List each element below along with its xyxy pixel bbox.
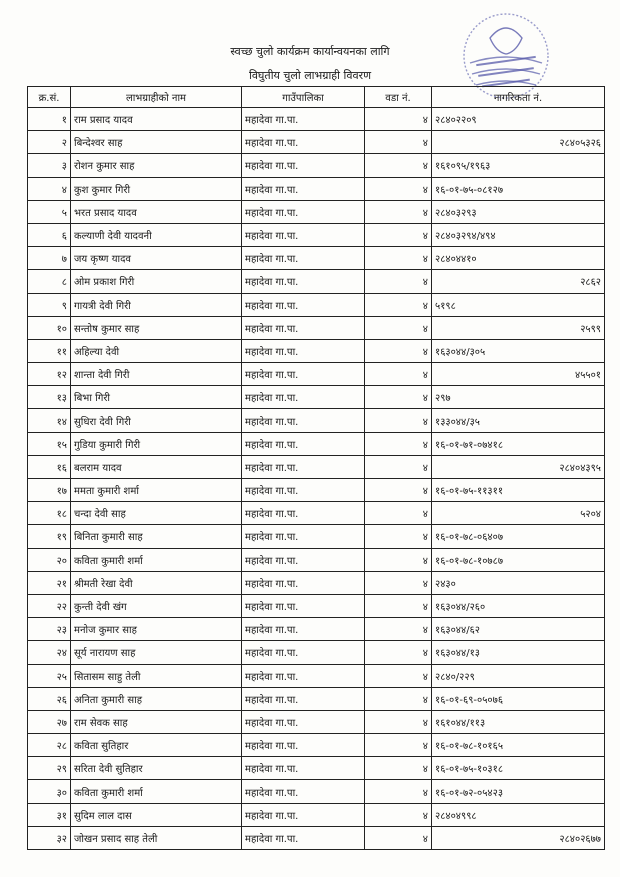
- table-header-row: [28, 87, 605, 108]
- cell-name: बिनिता कुमारी साह: [71, 525, 242, 548]
- cell-sn: ६: [28, 223, 71, 246]
- cell-citizenship: २४३०: [432, 571, 605, 594]
- cell-sn: २९: [28, 757, 71, 780]
- cell-ward: ४: [365, 780, 432, 803]
- cell-sn: २: [28, 131, 71, 154]
- cell-citizenship: १६-०१-७८-१०७८७: [432, 548, 605, 571]
- cell-gaupalika: महादेवा गा.पा.: [242, 339, 365, 362]
- cell-citizenship: २८६२: [432, 270, 605, 293]
- cell-ward: ४: [365, 826, 432, 849]
- cell-ward: ४: [365, 803, 432, 826]
- table-row: [28, 502, 605, 525]
- cell-gaupalika: महादेवा गा.पा.: [242, 803, 365, 826]
- cell-sn: ९: [28, 293, 71, 316]
- cell-name: मनोज कुमार साह: [71, 618, 242, 641]
- cell-gaupalika: महादेवा गा.पा.: [242, 131, 365, 154]
- cell-citizenship: २८४०४९९८: [432, 803, 605, 826]
- table-row: [28, 548, 605, 571]
- cell-citizenship: २५९९: [432, 316, 605, 339]
- cell-gaupalika: महादेवा गा.पा.: [242, 780, 365, 803]
- cell-citizenship: २८४०/२२९: [432, 664, 605, 687]
- cell-sn: १६: [28, 455, 71, 478]
- cell-name: सुधिरा देवी गिरी: [71, 409, 242, 432]
- table-row: [28, 177, 605, 200]
- cell-sn: ३२: [28, 826, 71, 849]
- table-row: [28, 594, 605, 617]
- cell-gaupalika: महादेवा गा.पा.: [242, 618, 365, 641]
- table-row: [28, 826, 605, 849]
- cell-name: बलराम यादव: [71, 455, 242, 478]
- cell-gaupalika: महादेवा गा.पा.: [242, 200, 365, 223]
- column-header-citizenship: नागरिकता नं.: [432, 87, 605, 108]
- cell-ward: ४: [365, 270, 432, 293]
- cell-ward: ४: [365, 108, 432, 131]
- cell-ward: ४: [365, 293, 432, 316]
- table-row: [28, 664, 605, 687]
- cell-gaupalika: महादेवा गा.पा.: [242, 502, 365, 525]
- table-row: [28, 571, 605, 594]
- cell-citizenship: २८४०५३२६: [432, 131, 605, 154]
- cell-citizenship: १६१०४४/११३: [432, 710, 605, 733]
- cell-ward: ४: [365, 316, 432, 339]
- cell-name: रोशन कुमार साह: [71, 154, 242, 177]
- column-header-ward: वडा नं.: [365, 87, 432, 108]
- cell-citizenship: १६-०१-७२-०५४२३: [432, 780, 605, 803]
- cell-citizenship: २९७: [432, 386, 605, 409]
- cell-citizenship: १६-०१-७५-०८१२७: [432, 177, 605, 200]
- cell-ward: ४: [365, 131, 432, 154]
- cell-citizenship: १६१०९५/१९६३: [432, 154, 605, 177]
- cell-ward: ४: [365, 479, 432, 502]
- cell-ward: ४: [365, 363, 432, 386]
- cell-sn: २५: [28, 664, 71, 687]
- cell-gaupalika: महादेवा गा.पा.: [242, 757, 365, 780]
- cell-sn: २८: [28, 734, 71, 757]
- cell-gaupalika: महादेवा गा.पा.: [242, 455, 365, 478]
- table-body: [28, 108, 605, 850]
- cell-name: ममता कुमारी शर्मा: [71, 479, 242, 502]
- cell-sn: ५: [28, 200, 71, 223]
- table-row: [28, 247, 605, 270]
- cell-name: गुडिया कुमारी गिरी: [71, 432, 242, 455]
- cell-sn: २७: [28, 710, 71, 733]
- cell-citizenship: १६३०४४/१३: [432, 641, 605, 664]
- column-header-name: लाभग्राहीको नाम: [71, 87, 242, 108]
- cell-sn: २४: [28, 641, 71, 664]
- cell-gaupalika: महादेवा गा.पा.: [242, 293, 365, 316]
- cell-ward: ४: [365, 664, 432, 687]
- cell-name: अहिल्या देवी: [71, 339, 242, 362]
- table-row: [28, 734, 605, 757]
- cell-name: कविता सुतिहार: [71, 734, 242, 757]
- table-row: [28, 479, 605, 502]
- table-row: [28, 687, 605, 710]
- cell-gaupalika: महादेवा गा.पा.: [242, 223, 365, 246]
- cell-ward: ४: [365, 687, 432, 710]
- cell-sn: ३०: [28, 780, 71, 803]
- table-row: [28, 710, 605, 733]
- table-row: [28, 618, 605, 641]
- cell-citizenship: १६-०१-७५-११३११: [432, 479, 605, 502]
- cell-gaupalika: महादेवा गा.पा.: [242, 525, 365, 548]
- cell-gaupalika: महादेवा गा.पा.: [242, 710, 365, 733]
- cell-citizenship: १३३०४४/३५: [432, 409, 605, 432]
- cell-sn: २२: [28, 594, 71, 617]
- cell-sn: १८: [28, 502, 71, 525]
- cell-gaupalika: महादेवा गा.पा.: [242, 687, 365, 710]
- cell-citizenship: २८४०३२९४/४९४: [432, 223, 605, 246]
- cell-citizenship: १६३०४४/६२: [432, 618, 605, 641]
- table-row: [28, 641, 605, 664]
- cell-citizenship: २८४०२२०९: [432, 108, 605, 131]
- cell-ward: ४: [365, 409, 432, 432]
- cell-name: सितासम साहु तेली: [71, 664, 242, 687]
- cell-ward: ४: [365, 757, 432, 780]
- cell-sn: १९: [28, 525, 71, 548]
- table-row: [28, 270, 605, 293]
- cell-sn: ८: [28, 270, 71, 293]
- table-row: [28, 757, 605, 780]
- table-row: [28, 339, 605, 362]
- table-row: [28, 432, 605, 455]
- cell-gaupalika: महादेवा गा.पा.: [242, 409, 365, 432]
- cell-name: चन्दा देवी साह: [71, 502, 242, 525]
- cell-sn: ११: [28, 339, 71, 362]
- cell-sn: १४: [28, 409, 71, 432]
- cell-ward: ४: [365, 641, 432, 664]
- cell-ward: ४: [365, 432, 432, 455]
- cell-sn: २६: [28, 687, 71, 710]
- table-row: [28, 409, 605, 432]
- cell-citizenship: ४५५०१: [432, 363, 605, 386]
- cell-ward: ४: [365, 386, 432, 409]
- cell-ward: ४: [365, 177, 432, 200]
- table-row: [28, 780, 605, 803]
- cell-citizenship: १६-०१-७८-०६४०७: [432, 525, 605, 548]
- cell-citizenship: १६३०४४/२६०: [432, 594, 605, 617]
- table-row: [28, 223, 605, 246]
- cell-gaupalika: महादेवा गा.पा.: [242, 432, 365, 455]
- cell-name: कविता कुमारी शर्मा: [71, 780, 242, 803]
- cell-sn: ३१: [28, 803, 71, 826]
- cell-gaupalika: महादेवा गा.पा.: [242, 664, 365, 687]
- cell-sn: १: [28, 108, 71, 131]
- cell-ward: ४: [365, 548, 432, 571]
- cell-citizenship: २८४०४४१०: [432, 247, 605, 270]
- cell-name: अनिता कुमारी साह: [71, 687, 242, 710]
- table-row: [28, 316, 605, 339]
- cell-ward: ४: [365, 571, 432, 594]
- cell-name: ओम प्रकाश गिरी: [71, 270, 242, 293]
- cell-ward: ४: [365, 339, 432, 362]
- cell-gaupalika: महादेवा गा.पा.: [242, 363, 365, 386]
- document-title: स्वच्छ चुलो कार्यक्रम कार्यान्वयनका लागि: [230, 45, 390, 58]
- cell-gaupalika: महादेवा गा.पा.: [242, 247, 365, 270]
- cell-name: कल्याणी देवी यादवनी: [71, 223, 242, 246]
- cell-gaupalika: महादेवा गा.पा.: [242, 479, 365, 502]
- table-row: [28, 386, 605, 409]
- table-row: [28, 200, 605, 223]
- cell-sn: १३: [28, 386, 71, 409]
- cell-sn: १२: [28, 363, 71, 386]
- table-row: [28, 803, 605, 826]
- cell-gaupalika: महादेवा गा.पा.: [242, 826, 365, 849]
- column-header-gaupalika: गाउँपालिका: [242, 87, 365, 108]
- beneficiary-table: [27, 86, 605, 850]
- cell-gaupalika: महादेवा गा.पा.: [242, 386, 365, 409]
- table-row: [28, 108, 605, 131]
- cell-name: श्रीमती रेखा देवी: [71, 571, 242, 594]
- cell-name: राम प्रसाद यादव: [71, 108, 242, 131]
- cell-citizenship: २८४०३२९३: [432, 200, 605, 223]
- cell-citizenship: १६-०१-६९-०५०७६: [432, 687, 605, 710]
- cell-sn: ३: [28, 154, 71, 177]
- cell-name: जोखन प्रसाद साह तेली: [71, 826, 242, 849]
- cell-gaupalika: महादेवा गा.पा.: [242, 641, 365, 664]
- cell-name: जय कृष्ण यादव: [71, 247, 242, 270]
- table-row: [28, 293, 605, 316]
- cell-name: राम सेवक साह: [71, 710, 242, 733]
- cell-ward: ४: [365, 594, 432, 617]
- cell-name: बिन्देश्वर साह: [71, 131, 242, 154]
- cell-ward: ४: [365, 618, 432, 641]
- table-row: [28, 131, 605, 154]
- table-row: [28, 455, 605, 478]
- cell-citizenship: २८४०२६७७: [432, 826, 605, 849]
- cell-ward: ४: [365, 200, 432, 223]
- cell-citizenship: १६३०४४/३०५: [432, 339, 605, 362]
- cell-name: सूर्य नारायण साह: [71, 641, 242, 664]
- cell-citizenship: ५२०४: [432, 502, 605, 525]
- cell-ward: ४: [365, 525, 432, 548]
- cell-ward: ४: [365, 734, 432, 757]
- cell-name: कविता कुमारी शर्मा: [71, 548, 242, 571]
- cell-name: सन्तोष कुमार साह: [71, 316, 242, 339]
- cell-ward: ४: [365, 154, 432, 177]
- cell-sn: २१: [28, 571, 71, 594]
- cell-name: गायत्री देवी गिरी: [71, 293, 242, 316]
- cell-name: सरिता देवी सुतिहार: [71, 757, 242, 780]
- cell-gaupalika: महादेवा गा.पा.: [242, 108, 365, 131]
- cell-sn: ४: [28, 177, 71, 200]
- cell-citizenship: १६-०१-७५-१०३१८: [432, 757, 605, 780]
- cell-sn: १५: [28, 432, 71, 455]
- cell-name: भरत प्रसाद यादव: [71, 200, 242, 223]
- cell-gaupalika: महादेवा गा.पा.: [242, 734, 365, 757]
- cell-gaupalika: महादेवा गा.पा.: [242, 177, 365, 200]
- cell-citizenship: २८४०४३९५: [432, 455, 605, 478]
- cell-ward: ४: [365, 710, 432, 733]
- cell-name: कुश कुमार गिरी: [71, 177, 242, 200]
- table-row: [28, 363, 605, 386]
- column-header-sn: क्र.सं.: [28, 87, 71, 108]
- document-subtitle: विघुतीय चुलो लाभग्राही विवरण: [248, 69, 372, 82]
- table-row: [28, 154, 605, 177]
- cell-ward: ४: [365, 502, 432, 525]
- cell-gaupalika: महादेवा गा.पा.: [242, 594, 365, 617]
- cell-sn: २३: [28, 618, 71, 641]
- cell-ward: ४: [365, 247, 432, 270]
- cell-gaupalika: महादेवा गा.पा.: [242, 571, 365, 594]
- cell-citizenship: ५१९८: [432, 293, 605, 316]
- cell-gaupalika: महादेवा गा.पा.: [242, 316, 365, 339]
- cell-sn: ७: [28, 247, 71, 270]
- cell-citizenship: १६-०१-७१-०७४१८: [432, 432, 605, 455]
- cell-gaupalika: महादेवा गा.पा.: [242, 154, 365, 177]
- cell-name: बिभा गिरी: [71, 386, 242, 409]
- cell-gaupalika: महादेवा गा.पा.: [242, 270, 365, 293]
- cell-gaupalika: महादेवा गा.पा.: [242, 548, 365, 571]
- cell-name: कुन्ती देवी खंग: [71, 594, 242, 617]
- cell-name: सुदिम लाल दास: [71, 803, 242, 826]
- table-row: [28, 525, 605, 548]
- cell-ward: ४: [365, 455, 432, 478]
- cell-sn: १७: [28, 479, 71, 502]
- cell-ward: ४: [365, 223, 432, 246]
- cell-sn: २०: [28, 548, 71, 571]
- cell-name: शान्ता देवी गिरी: [71, 363, 242, 386]
- cell-sn: १०: [28, 316, 71, 339]
- cell-citizenship: १६-०१-७८-१०१६५: [432, 734, 605, 757]
